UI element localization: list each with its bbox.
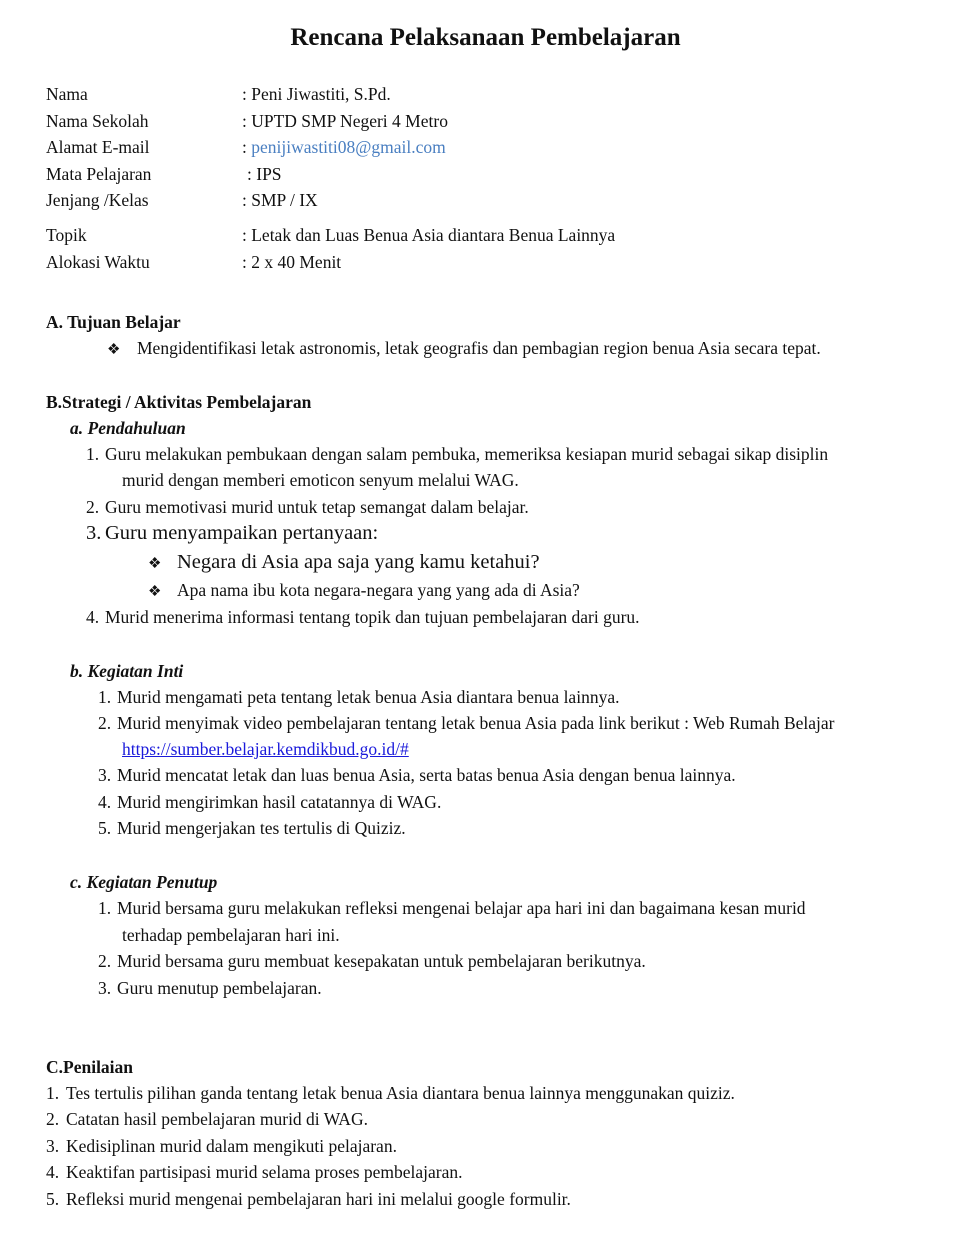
rumah-belajar-link[interactable]: https://sumber.belajar.kemdikbud.go.id/# xyxy=(122,739,409,759)
list-item: Guru melakukan pembukaan dengan salam pembuka, memeriksa kesiapan murid sebagai sikap disiplin xyxy=(105,444,829,464)
identity-label: Nama xyxy=(46,84,88,104)
identity-label: Nama Sekolah xyxy=(46,111,149,131)
list-number: 1. xyxy=(86,444,100,464)
penutup-heading: c. Kegiatan Penutup xyxy=(70,872,218,892)
question-item: Negara di Asia apa saja yang kamu ketahui? xyxy=(177,551,540,573)
list-item: Murid mengamati peta tentang letak benua Asia diantara benua lainnya. xyxy=(117,687,620,707)
identity-value: : SMP / IX xyxy=(242,190,318,210)
identity-label: Alokasi Waktu xyxy=(46,252,150,272)
inti-heading: b. Kegiatan Inti xyxy=(70,661,184,681)
list-item: Murid menyimak video pembelajaran tentang letak benua Asia pada link berikut : Web Rumah Belajar xyxy=(117,713,835,733)
list-item: Murid bersama guru membuat kesepakatan untuk pembelajaran berikutnya. xyxy=(117,951,646,971)
section-c-heading: C.Penilaian xyxy=(46,1057,134,1077)
list-item: Kedisiplinan murid dalam mengikuti pelajaran. xyxy=(66,1136,397,1156)
identity-value: : UPTD SMP Negeri 4 Metro xyxy=(242,111,448,131)
identity-label: Topik xyxy=(46,225,87,245)
list-item-continuation: murid dengan memberi emoticon senyum melalui WAG. xyxy=(122,470,519,490)
list-item: Murid bersama guru melakukan refleksi mengenai belajar apa hari ini dan bagaimana kesan murid xyxy=(117,898,806,918)
list-number: 2. xyxy=(98,951,112,971)
list-number: 1. xyxy=(46,1083,60,1103)
list-item: Refleksi murid mengenai pembelajaran hari ini melalui google formulir. xyxy=(66,1189,571,1209)
identity-email-row xyxy=(242,137,446,158)
list-item: Murid mengirimkan hasil catatannya di WAG. xyxy=(117,792,442,812)
list-number: 4. xyxy=(86,607,100,627)
list-number: 3. xyxy=(86,522,102,544)
list-item: Murid mengerjakan tes tertulis di Quiziz. xyxy=(117,818,406,838)
list-item: Murid menerima informasi tentang topik dan tujuan pembelajaran dari guru. xyxy=(105,607,640,627)
list-item: Guru menyampaikan pertanyaan: xyxy=(105,522,379,544)
identity-label: Jenjang /Kelas xyxy=(46,190,149,210)
section-a-heading: A. Tujuan Belajar xyxy=(46,312,181,332)
list-item: Guru memotivasi murid untuk tetap semangat dalam belajar. xyxy=(105,497,529,517)
section-b-heading: B.Strategi / Aktivitas Pembelajaran xyxy=(46,392,312,412)
identity-value: : 2 x 40 Menit xyxy=(242,252,342,272)
email-link[interactable]: penijiwastiti08@gmail.com xyxy=(251,137,446,157)
diamond-bullet-icon: ❖ xyxy=(148,584,162,600)
list-number: 3. xyxy=(98,978,112,998)
list-number: 3. xyxy=(46,1136,60,1156)
identity-value: : Peni Jiwastiti, S.Pd. xyxy=(242,84,391,104)
list-number: 3. xyxy=(98,765,112,785)
list-item: Guru menutup pembelajaran. xyxy=(117,978,322,998)
list-number: 4. xyxy=(98,792,112,812)
objective-item: Mengidentifikasi letak astronomis, letak geografis dan pembagian region benua Asia secara tepat. xyxy=(137,338,821,358)
list-number: 5. xyxy=(46,1189,60,1209)
list-item-continuation: terhadap pembelajaran hari ini. xyxy=(122,925,340,945)
page-title: Rencana Pelaksanaan Pembelajaran xyxy=(290,24,681,51)
list-number: 5. xyxy=(98,818,112,838)
list-number: 4. xyxy=(46,1162,60,1182)
identity-label: Mata Pelajaran xyxy=(46,164,152,184)
list-number: 2. xyxy=(46,1109,60,1129)
diamond-bullet-icon: ❖ xyxy=(107,342,121,358)
list-number: 1. xyxy=(98,898,112,918)
diamond-bullet-icon: ❖ xyxy=(148,556,162,572)
identity-value: : IPS xyxy=(247,164,282,184)
identity-label: Alamat E-mail xyxy=(46,137,150,157)
list-item: Keaktifan partisipasi murid selama proses pembelajaran. xyxy=(66,1162,463,1182)
list-number: 2. xyxy=(98,713,112,733)
list-item: Catatan hasil pembelajaran murid di WAG. xyxy=(66,1109,368,1129)
pendahuluan-heading: a. Pendahuluan xyxy=(70,418,186,438)
question-item: Apa nama ibu kota negara-negara yang yang ada di Asia? xyxy=(177,580,580,600)
list-number: 2. xyxy=(86,497,100,517)
identity-value-prefix: : xyxy=(242,137,252,157)
list-number: 1. xyxy=(98,687,112,707)
identity-value: : Letak dan Luas Benua Asia diantara Benua Lainnya xyxy=(242,225,616,245)
list-item: Murid mencatat letak dan luas benua Asia, serta batas benua Asia dengan benua lainnya. xyxy=(117,765,736,785)
list-item: Tes tertulis pilihan ganda tentang letak benua Asia diantara benua lainnya menggunakan quiziz. xyxy=(66,1083,735,1103)
